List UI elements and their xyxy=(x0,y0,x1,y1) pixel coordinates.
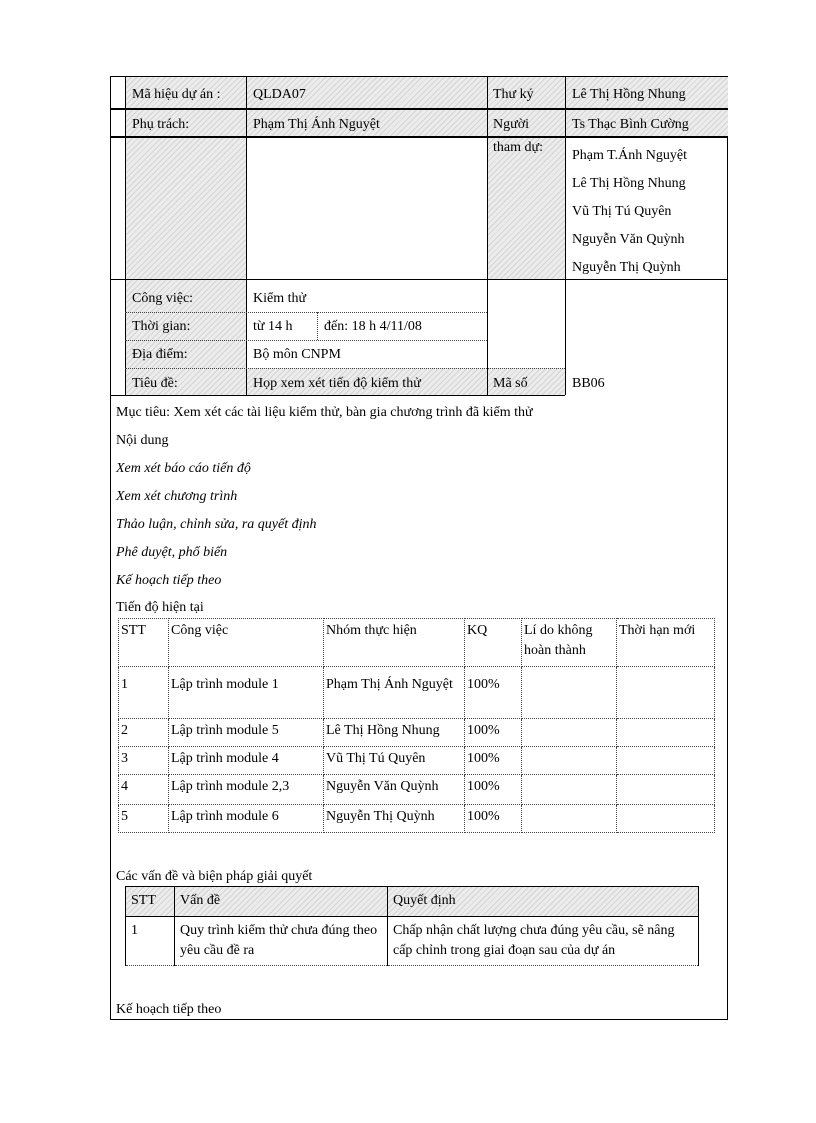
in-charge-label: Phụ trách: xyxy=(132,117,190,132)
table-cell xyxy=(617,719,715,747)
attendees-label-2: tham dự: xyxy=(493,140,543,155)
table-cell: 4 xyxy=(119,775,169,805)
table-row xyxy=(119,805,715,833)
table-cell: Quy trình kiểm thử chưa đúng theo yêu cầu đề ra xyxy=(175,917,388,966)
header-dotted-line xyxy=(125,312,487,313)
progress-title: Tiến độ hiện tại xyxy=(116,600,204,615)
table-cell xyxy=(617,667,715,719)
objective: Mục tiêu: Xem xét các tài liệu kiểm thử, bàn gia chương trình đã kiểm thử xyxy=(116,405,533,420)
column-header: STT xyxy=(126,887,175,917)
table-cell: 100% xyxy=(465,719,522,747)
attendee-item: Ts Thạc Bình Cường xyxy=(572,117,689,132)
table-cell: 3 xyxy=(119,747,169,775)
table-cell xyxy=(522,775,617,805)
header-line xyxy=(110,279,728,280)
progress-table xyxy=(118,618,715,833)
header-line xyxy=(565,77,566,395)
time-to: đến: 18 h 4/11/08 xyxy=(324,319,422,334)
issues-title: Các vấn đề và biện pháp giải quyết xyxy=(116,869,313,884)
column-header: Nhóm thực hiện xyxy=(324,619,465,667)
header-line xyxy=(246,77,247,395)
agenda-item: Thảo luận, chỉnh sửa, ra quyết định xyxy=(116,517,317,532)
code-label: Mã số xyxy=(493,376,528,391)
table-cell: Phạm Thị Ánh Nguyệt xyxy=(324,667,465,719)
column-header: KQ xyxy=(465,619,522,667)
column-header: STT xyxy=(119,619,169,667)
table-row xyxy=(119,747,715,775)
table-cell xyxy=(522,805,617,833)
secretary: Lê Thị Hồng Nhung xyxy=(572,87,686,102)
table-cell xyxy=(522,719,617,747)
next-plan: Kế hoạch tiếp theo xyxy=(116,1002,222,1017)
column-header: Lí do không hoàn thành xyxy=(522,619,617,667)
column-header: Quyết định xyxy=(388,887,699,917)
project-code: QLDA07 xyxy=(253,87,306,102)
place-label: Địa điểm: xyxy=(132,347,188,362)
table-cell xyxy=(617,775,715,805)
attendee-item: Nguyễn Văn Quỳnh xyxy=(572,232,685,247)
table-row xyxy=(126,917,699,966)
content-label: Nội dung xyxy=(116,433,169,448)
project-code-label: Mã hiệu dự án : xyxy=(132,87,221,102)
table-cell: 1 xyxy=(119,667,169,719)
column-header: Thời hạn mới xyxy=(617,619,715,667)
attendee-item: Nguyễn Thị Quỳnh xyxy=(572,260,681,275)
agenda-item: Phê duyệt, phổ biến xyxy=(116,545,228,560)
table-cell: 100% xyxy=(465,747,522,775)
table-cell: Lê Thị Hồng Nhung xyxy=(324,719,465,747)
subject-value: Họp xem xét tiến độ kiểm thử xyxy=(253,376,421,391)
header-line xyxy=(125,77,126,395)
header-line xyxy=(110,395,565,396)
table-cell: 100% xyxy=(465,805,522,833)
header-line xyxy=(110,108,728,110)
table-cell xyxy=(617,747,715,775)
table-cell: 1 xyxy=(126,917,175,966)
table-cell: Lập trình module 4 xyxy=(169,747,324,775)
table-cell: 100% xyxy=(465,667,522,719)
header-dotted-line xyxy=(125,368,565,369)
table-cell xyxy=(617,805,715,833)
header-dotted-line xyxy=(125,340,487,341)
time-from: từ 14 h xyxy=(253,319,293,334)
table-cell: Lập trình module 5 xyxy=(169,719,324,747)
in-charge: Phạm Thị Ánh Nguyệt xyxy=(253,117,380,132)
table-cell: Chấp nhận chất lượng chưa đúng yêu cầu, sẽ nâng cấp chỉnh trong giai đoạn sau của dự án xyxy=(388,917,699,966)
task-label: Công việc: xyxy=(132,291,194,306)
secretary-label: Thư ký xyxy=(493,87,534,102)
table-cell: Vũ Thị Tú Quyên xyxy=(324,747,465,775)
time-label: Thời gian: xyxy=(132,319,191,334)
table-row xyxy=(119,667,715,719)
table-cell: Lập trình module 2,3 xyxy=(169,775,324,805)
agenda-item: Kế hoạch tiếp theo xyxy=(116,573,222,588)
header-line xyxy=(110,136,728,138)
issues-table xyxy=(125,886,699,966)
agenda-item: Xem xét báo cáo tiến độ xyxy=(116,461,251,476)
table-cell: Nguyễn Văn Quỳnh xyxy=(324,775,465,805)
task-value: Kiểm thử xyxy=(253,291,307,306)
table-cell: Lập trình module 6 xyxy=(169,805,324,833)
column-header: Công việc xyxy=(169,619,324,667)
table-cell: 5 xyxy=(119,805,169,833)
table-header-row xyxy=(119,619,715,667)
attendee-item: Lê Thị Hồng Nhung xyxy=(572,176,686,191)
table-header-row xyxy=(126,887,699,917)
table-cell: Nguyễn Thị Quỳnh xyxy=(324,805,465,833)
column-header: Vấn đề xyxy=(175,887,388,917)
attendee-item: Phạm T.Ánh Nguyệt xyxy=(572,148,687,163)
table-cell: 2 xyxy=(119,719,169,747)
subject-label: Tiêu đề: xyxy=(132,376,178,391)
header-dotted-line xyxy=(317,312,318,340)
table-row xyxy=(119,775,715,805)
table-cell xyxy=(522,667,617,719)
code-value: BB06 xyxy=(572,376,605,391)
attendee-item: Vũ Thị Tú Quyên xyxy=(572,204,672,219)
table-cell: 100% xyxy=(465,775,522,805)
table-cell xyxy=(522,747,617,775)
header-line xyxy=(487,77,488,395)
place-value: Bộ môn CNPM xyxy=(253,347,341,362)
table-row xyxy=(119,719,715,747)
agenda-item: Xem xét chương trình xyxy=(116,489,238,504)
attendees-label: Người xyxy=(493,117,529,132)
table-cell: Lập trình module 1 xyxy=(169,667,324,719)
